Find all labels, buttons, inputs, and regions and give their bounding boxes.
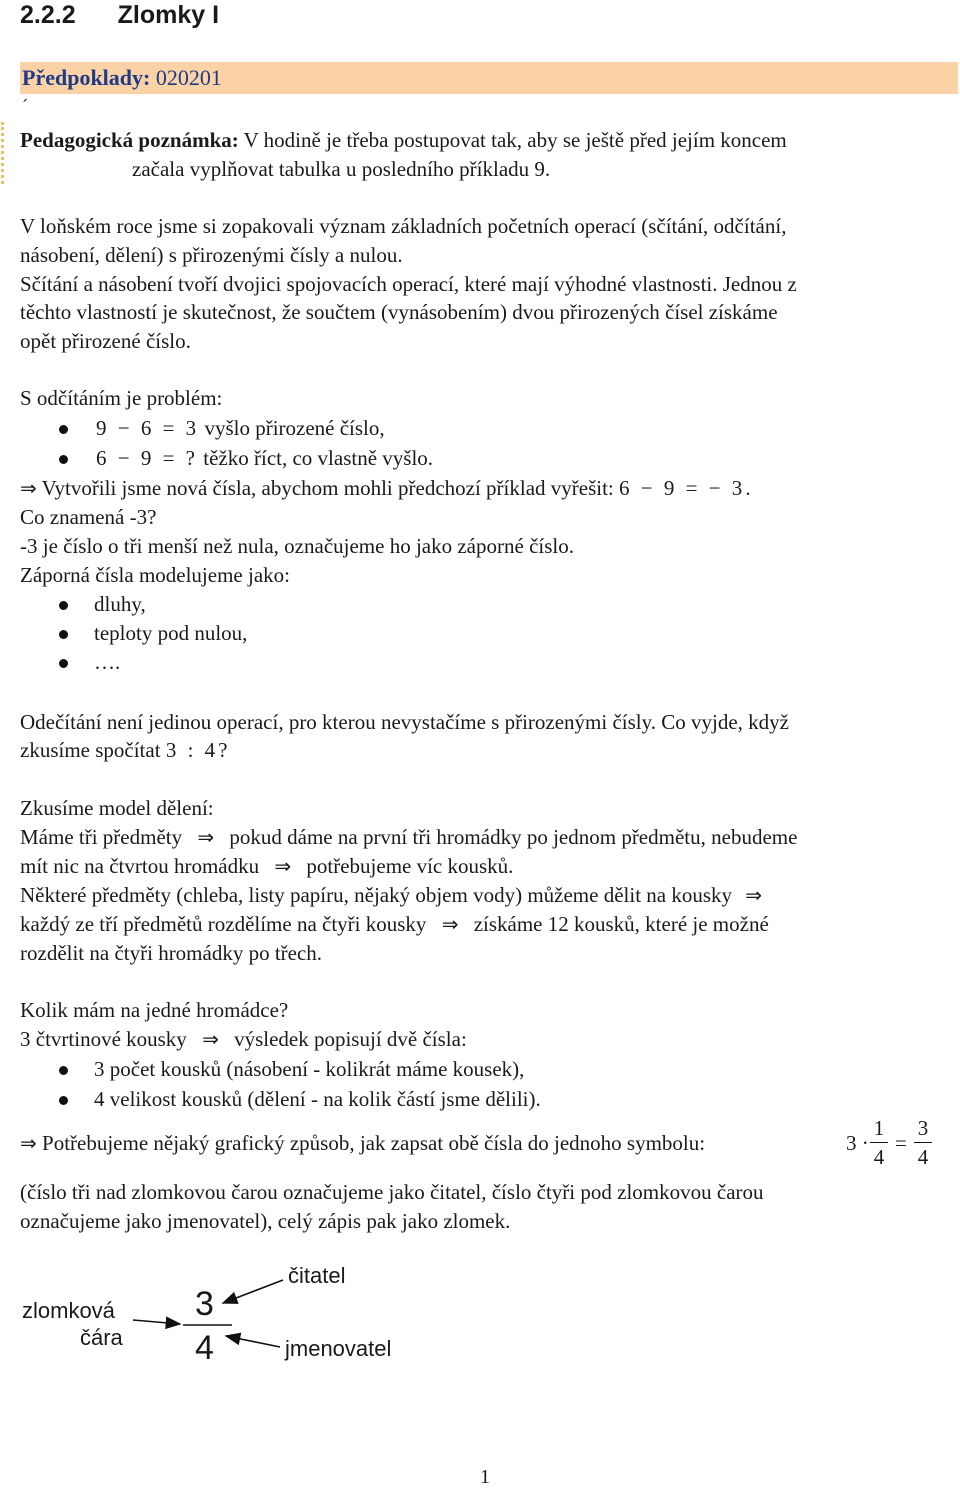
implies-arrow-icon: ⇒ (274, 854, 292, 878)
intro-line-4: těchto vlastností je skutečnost, že součtem (vynásobením) dvou přirozených čísel získáme (20, 300, 778, 324)
section-number: 2.2.2 (20, 1, 76, 29)
diagram-denominator: 4 (195, 1329, 214, 1367)
model-line-2a: mít nic na čtvrtou hromádku (20, 854, 260, 878)
model-line-4a: každý ze tří předmětů rozdělíme na čtyři kousky (20, 912, 427, 936)
implies-arrow-icon: ⇒ (441, 912, 459, 936)
fraction-1-numerator: 1 (873, 1116, 885, 1140)
answer-line: -3 je číslo o tři menší než nula, označujeme ho jako záporné číslo. (20, 534, 574, 558)
implication-math: 6 − 9 = − 3 (619, 476, 746, 500)
model-item: dluhy, (94, 592, 146, 616)
note-text-1: V hodině je třeba postupovat tak, aby se ještě před jejím koncem (243, 128, 787, 152)
implies-arrow-icon: ⇒ (202, 1027, 219, 1051)
subtraction-heading: S odčítáním je problém: (20, 386, 223, 410)
note-label: Pedagogická poznámka: (20, 128, 239, 152)
item-2-text: těžko říct, co vlastně vyšlo. (203, 446, 434, 470)
symbol-lhs: 3 · (846, 1131, 869, 1155)
symbol-equals: = (895, 1131, 907, 1155)
intro-line-2: násobení, dělení) s přirozenými čísly a nulou. (20, 243, 403, 267)
fraction-2-denominator: 4 (917, 1145, 929, 1169)
implies-arrow-icon: ⇒ (197, 825, 215, 849)
model-item: …. (94, 650, 121, 674)
fraction-bar-label-1: zlomková (22, 1298, 115, 1323)
fraction-2-numerator: 3 (917, 1116, 929, 1140)
pile-line-2b: výsledek popisují dvě čísla: (234, 1027, 467, 1051)
model-line-2b: potřebujeme víc kousků. (306, 854, 514, 878)
denominator-arrow (226, 1336, 280, 1347)
implication-end: . (745, 476, 751, 500)
explain-line-2: označujeme jako jmenovatel), celý zápis pak jako zlomek. (20, 1209, 511, 1233)
division-math: 3 : 4 (165, 738, 219, 762)
fraction-bar-arrow (133, 1320, 180, 1324)
implies-arrow-icon: ⇒ (745, 883, 763, 907)
prerequisites-label: Předpoklady: (22, 65, 151, 90)
model-line-3-text: Některé předměty (chleba, listy papíru, nějaký objem vody) můžeme dělit na kousky (20, 883, 733, 907)
item-2-math: 6 − 9 = ? (96, 446, 199, 470)
numerator-arrow (223, 1280, 283, 1303)
pile-item: 4 velikost kousků (dělení - na kolik částí jsme dělili). (94, 1087, 541, 1111)
implies-arrow-icon: ⇒ (20, 1131, 37, 1155)
model-item: teploty pod nulou, (94, 621, 248, 645)
intro-line-5: opět přirozené číslo. (20, 329, 191, 353)
division-line-1: Odečítání není jedinou operací, pro kterou nevystačíme s přirozenými čísly. Co vyjde, když (20, 710, 790, 734)
symbol-text: Potřebujeme nějaký grafický způsob, jak zapsat obě čísla do jednoho symbolu: (42, 1131, 706, 1155)
pile-item: 3 počet kousků (násobení - kolikrát máme kousek), (94, 1057, 525, 1081)
explain-line-1: (číslo tři nad zlomkovou čarou označujeme jako čitatel, číslo čtyři pod zlomkovou čarou (20, 1180, 764, 1204)
intro-line-1: V loňském roce jsme si zopakovali význam základních početních operací (sčítání, odčítání, (20, 214, 787, 238)
diagram-numerator: 3 (195, 1285, 214, 1323)
intro-line-3: Sčítání a násobení tvoří dvojici spojovacích operací, které mají výhodné vlastnosti. Jednou z (20, 272, 797, 296)
pile-line-2a: 3 čtvrtinové kousky (20, 1027, 187, 1051)
question-line: Co znamená -3? (20, 505, 157, 529)
implies-arrow-icon: ⇒ (20, 476, 37, 500)
model-line-1a: Máme tři předměty (20, 825, 183, 849)
division-line-2-text: zkusíme spočítat (20, 738, 161, 762)
model-line-1b: pokud dáme na první tři hromádky po jednom předmětu, nebudeme (229, 825, 798, 849)
model-heading: Zkusíme model dělení: (20, 796, 214, 820)
stray-mark: ´ (22, 96, 28, 116)
item-1-text: vyšlo přirozené číslo, (204, 416, 385, 440)
models-heading: Záporná čísla modelujeme jako: (20, 563, 290, 587)
model-line-4b: získáme 12 kousků, které je možné (473, 912, 769, 936)
prerequisites-code: 020201 (155, 65, 222, 90)
fraction-bar-label-2: čára (80, 1325, 123, 1350)
model-line-5: rozdělit na čtyři hromádky po třech. (20, 941, 323, 965)
division-line-2-end: ? (218, 738, 228, 762)
section-name: Zlomky I (117, 1, 220, 29)
numerator-label: čitatel (288, 1263, 346, 1288)
pile-question: Kolik mám na jedné hromádce? (20, 998, 289, 1022)
item-1-math: 9 − 6 = 3 (96, 416, 200, 440)
denominator-label: jmenovatel (285, 1336, 392, 1361)
fraction-1-denominator: 4 (873, 1145, 885, 1169)
implication-text: Vytvořili jsme nová čísla, abychom mohli předchozí příklad vyřešit: (41, 476, 614, 500)
note-text-2: začala vyplňovat tabulka u posledního příkladu 9. (132, 157, 551, 181)
page-number: 1 (480, 1466, 490, 1488)
